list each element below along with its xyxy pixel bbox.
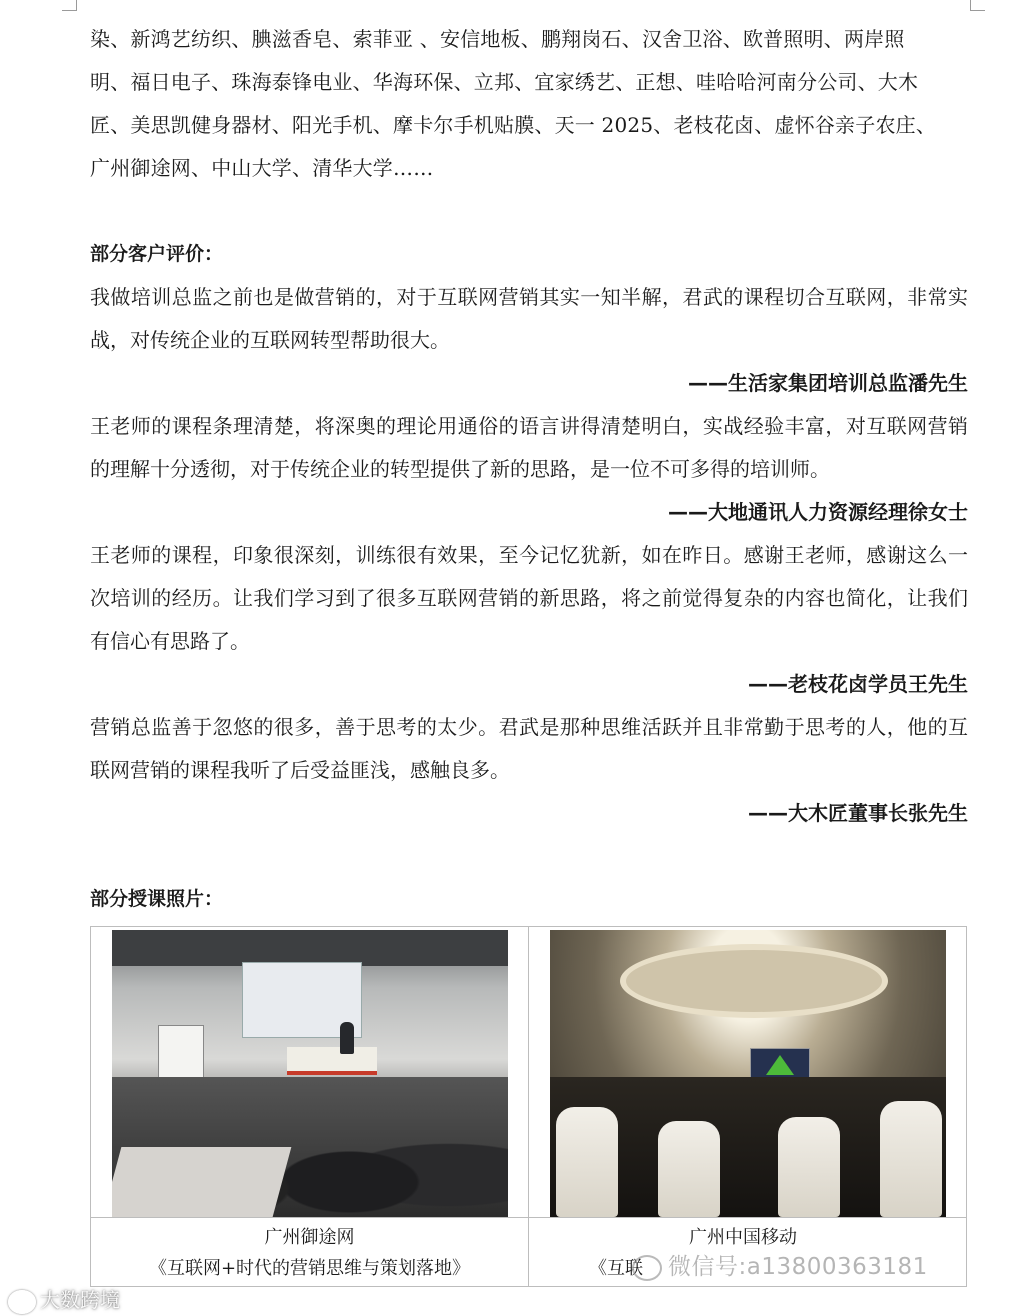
- client-list-line-3: 匠、美思凯健身器材、阳光手机、摩卡尔手机贴膜、天一 2025、老枝花卤、虚怀谷亲子农庄、: [90, 113, 937, 137]
- review-signature: ——大木匠董事长张先生: [748, 801, 968, 825]
- wechat-watermark: [632, 1248, 928, 1281]
- review-signature: ——老枝花卤学员王先生: [748, 672, 968, 696]
- photo-table: [90, 926, 967, 1287]
- review-signature: ——生活家集团培训总监潘先生: [688, 371, 968, 395]
- caption-line-2: 《互联: [589, 1258, 643, 1279]
- review-text: 王老师的课程，印象很深刻，训练很有效果，至今记忆犹新，如在昨日。感谢王老师，感谢这么一次培训的经历。让我们学习到了很多互联网营销的新思路，将之前觉得复杂的内容也简化，让我们有信心有思路了。: [90, 543, 968, 653]
- brand-watermark-text: 大数跨境: [40, 1288, 120, 1312]
- review-item: [90, 405, 968, 534]
- wechat-watermark-text: 微信号:a13800363181: [668, 1254, 928, 1280]
- classroom-photo: [112, 930, 508, 1217]
- podium-banner: [287, 1047, 377, 1075]
- ceiling-light: [620, 944, 888, 1018]
- caption-cell: [91, 1218, 529, 1287]
- chair: [880, 1101, 942, 1217]
- review-signature: ——大地通讯人力资源经理徐女士: [668, 500, 968, 524]
- review-text: 我做培训总监之前也是做营销的，对于互联网营销其实一知半解，君武的课程切合互联网，非常实战，对传统企业的互联网转型帮助很大。: [90, 285, 968, 352]
- review-text: 营销总监善于忽悠的很多，善于思考的太少。君武是那种思维活跃并且非常勤于思考的人，他的互联网营销的课程我听了后受益匪浅，感触良多。: [90, 715, 968, 782]
- caption-line-1: 广州中国移动: [689, 1227, 797, 1248]
- wechat-icon: [632, 1255, 662, 1281]
- speaker-figure: [340, 1022, 354, 1054]
- brand-watermark: [8, 1284, 120, 1314]
- chair: [778, 1117, 840, 1217]
- document-page: [90, 18, 968, 921]
- page-corner-mark-left: [62, 0, 77, 11]
- conference-photo: [550, 930, 946, 1217]
- caption-line-1: 广州御途网: [264, 1227, 355, 1248]
- photo-cell: [529, 927, 967, 1218]
- chair: [556, 1107, 618, 1217]
- chair: [658, 1121, 720, 1217]
- desk: [112, 1147, 291, 1217]
- client-list-line-2: 明、福日电子、珠海泰锋电业、华海环保、立邦、宜家绣艺、正想、哇哈哈河南分公司、大木: [90, 70, 919, 94]
- photo-cell: [91, 927, 529, 1218]
- review-item: [90, 534, 968, 706]
- client-list-line-1: 染、新鸿艺纺织、腆滋香皂、索菲亚 、安信地板、鹏翔岗石、汉舍卫浴、欧普照明、两岸照: [90, 27, 905, 51]
- page-corner-mark-right: [970, 0, 985, 11]
- client-list-line-4: 广州御途网、中山大学、清华大学……: [90, 156, 434, 180]
- photos-heading: 部分授课照片：: [90, 888, 224, 910]
- brand-logo-icon: [8, 1290, 36, 1314]
- caption-line-2: 《互联网+时代的营销思维与策划落地》: [148, 1258, 471, 1279]
- photo-caption: [91, 1218, 528, 1286]
- review-item: [90, 276, 968, 405]
- reviews-heading: 部分客户评价：: [90, 243, 224, 265]
- review-text: 王老师的课程条理清楚，将深奥的理论用通俗的语言讲得清楚明白，实战经验丰富，对互联网营销的理解十分透彻，对于传统企业的转型提供了新的思路，是一位不可多得的培训师。: [90, 414, 968, 481]
- review-item: [90, 706, 968, 835]
- client-list: [90, 18, 968, 190]
